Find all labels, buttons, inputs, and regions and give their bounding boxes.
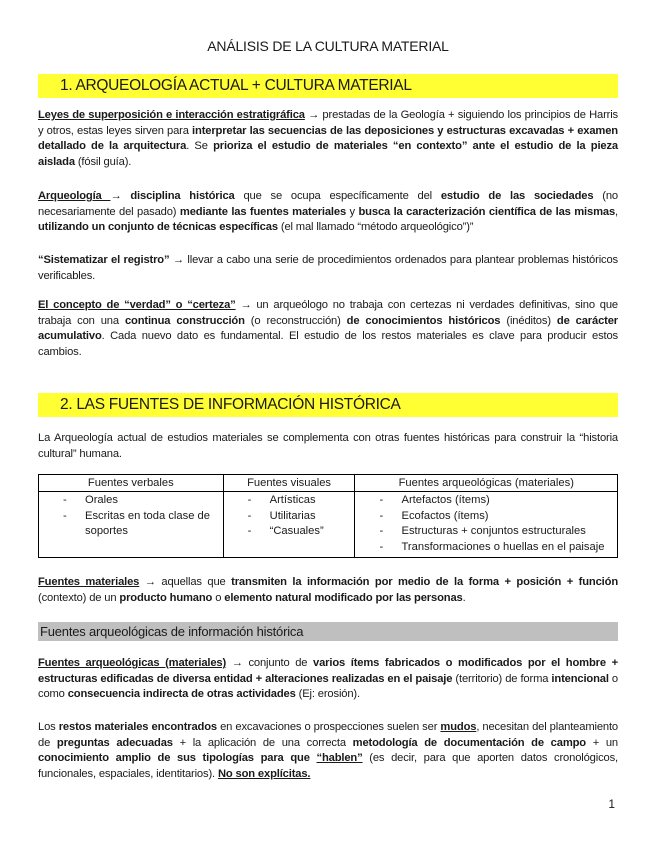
section-2-heading: 2. LAS FUENTES DE INFORMACIÓN HISTÓRICA [38, 393, 618, 417]
list-item: - Utilitarias [224, 509, 355, 525]
paragraph-fuentes-materiales: Fuentes materiales → aquellas que transmiten la información por medio de la forma + posición + función (contexto) de un producto humano o elemento natural modificado por las personas. [38, 576, 619, 604]
paragraph-sistematizar-registro: “Sistematizar el registro” → llevar a cabo una serie de procedimientos ordenados para plantear problemas históricos verificables. [38, 254, 618, 282]
list-item: - Orales [39, 493, 223, 509]
page-number: 1 [608, 797, 615, 811]
header-verbales: Fuentes verbales [39, 475, 224, 492]
list-item: - Artefactos (ítems) [355, 493, 617, 509]
paragraph-leyes-superposicion: Leyes de superposición e interacción estratigráfica → prestadas de la Geología + siguiendo los principios de Harris y otros, estas leyes sirven para interpretar las secuencias de las deposiciones y estructuras excavadas + examen detallado de la arquitectura. Se prioriza el estudio de materiales “en contexto” ante el estudio de la pieza aislada (fósil guía). [38, 109, 618, 168]
paragraph-arqueologia: Arqueología → disciplina histórica que se ocupa específicamente del estudio de las sociedades (no necesariamente del pasado) mediante las fuentes materiales y busca la caracterización científica de las mismas, utilizando un conjunto de técnicas específicas (el mal llamado “método arqueológico”)” [38, 190, 618, 234]
paragraph-concepto-verdad: El concepto de “verdad” o “certeza” → un arqueólogo no trabaja con certezas ni verdades definitivas, sino que trabaja con una continua construcción (o reconstrucción) de conocimientos históricos (inéditos) de carácter acumulativo. Cada nuevo dato es fundamental. El estudio de los restos materiales es clave para producir estos cambios. [38, 299, 618, 358]
list-item: - Estructuras + conjuntos estructurales [355, 524, 617, 540]
document-title: ANÁLISIS DE LA CULTURA MATERIAL [207, 38, 449, 54]
list-item: - Escritas en toda clase de soportes [39, 509, 223, 540]
sources-table [38, 474, 618, 558]
section-3-heading: Fuentes arqueológicas de información histórica [38, 622, 618, 641]
paragraph-intro-fuentes: La Arqueología actual de estudios materiales se complementa con otras fuentes históricas para construir la “historia cultural” humana. [38, 432, 618, 460]
list-item: - Artísticas [224, 493, 355, 509]
paragraph-restos-materiales: Los restos materiales encontrados en excavaciones o prospecciones suelen ser mudos, necesitan del planteamiento de preguntas adecuadas + la aplicación de una correcta metodología de documentación de campo + un conocimiento amplio de sus tipologías para que “hablen” (es decir, para que aporten datos cronológicos, funcionales, espaciales, identitarios). No son explícitas. [38, 721, 619, 780]
list-item: - Transformaciones o huellas en el paisaje [355, 540, 617, 556]
cell-visuales [223, 492, 355, 558]
list-item: - Ecofactos (ítems) [355, 509, 617, 525]
header-visuales: Fuentes visuales [223, 475, 355, 492]
cell-verbales [39, 492, 224, 558]
section-1-heading: 1. ARQUEOLOGÍA ACTUAL + CULTURA MATERIAL [38, 74, 618, 98]
paragraph-fuentes-arqueologicas: Fuentes arqueológicas (materiales) → conjunto de varios ítems fabricados o modificados por el hombre + estructuras edificadas de diversa entidad + alteraciones realizadas en el paisaje (territorio) de forma intencional o como consecuencia indirecta de otras actividades (Ej: erosión). [38, 657, 619, 701]
list-item: - “Casuales” [224, 524, 355, 540]
header-arqueologicas: Fuentes arqueológicas (materiales) [355, 475, 618, 492]
cell-arqueologicas [355, 492, 618, 558]
